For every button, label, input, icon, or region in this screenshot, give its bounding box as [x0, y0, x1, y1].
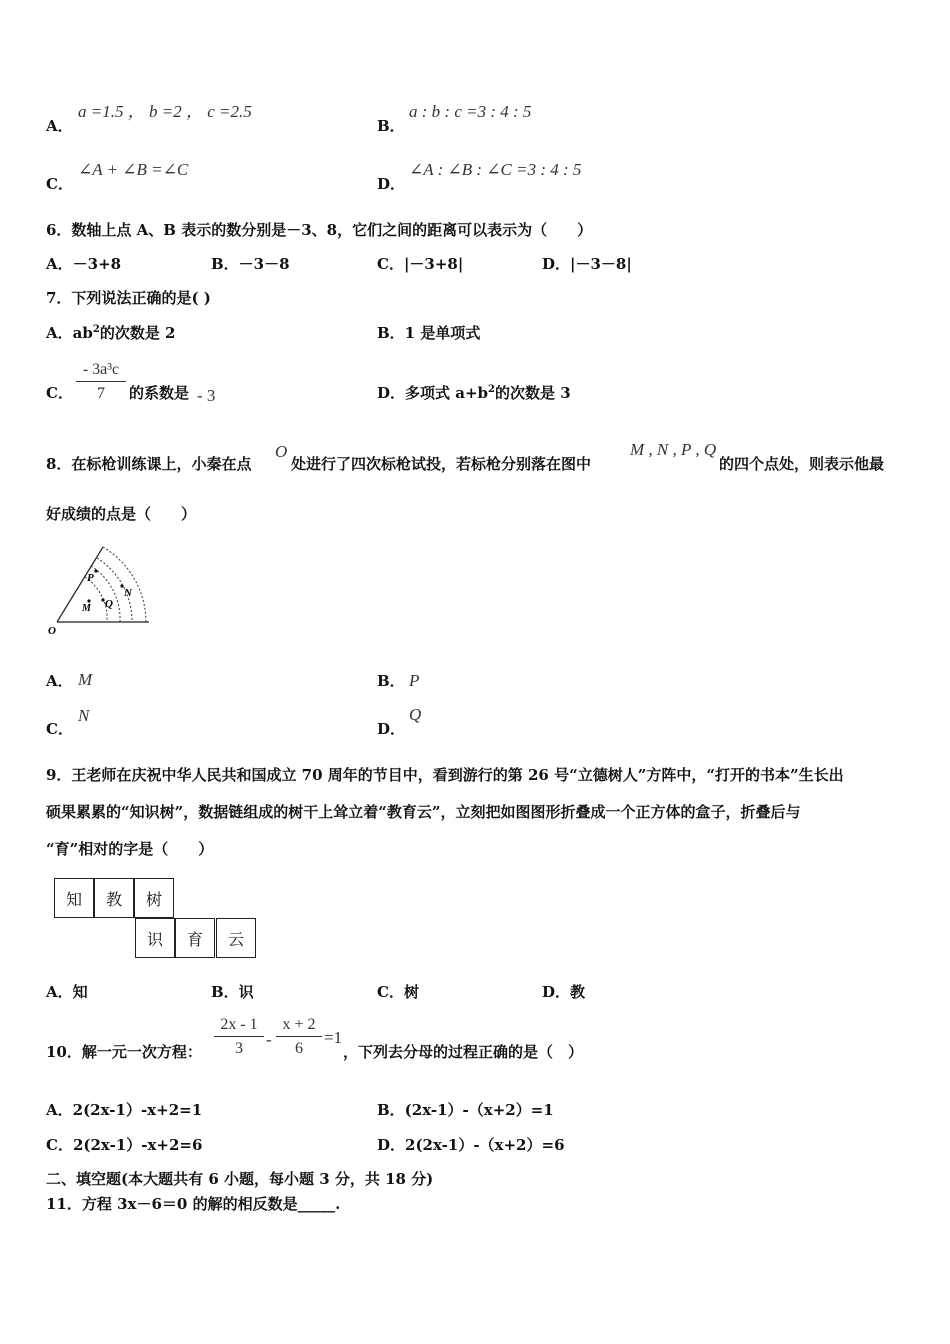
q9-stem-line3: “育”相对的字是（ ） [46, 840, 214, 858]
q8-figure-label-n: N [124, 587, 132, 599]
q6-option-d: D．|－3－8| [542, 255, 632, 273]
q10-fraction-2: $\frac{x + 2}{6}$ [276, 1016, 322, 1058]
section-2-title: 二、填空题(本大题共有 6 小题，每小题 3 分，共 18 分) [46, 1170, 434, 1188]
q8-stem-line2: 好成绩的点是（ ） [46, 505, 197, 523]
q5-option-b-math: a : b : c =3 : 4 : 5 [409, 102, 532, 121]
q9-option-b: B．识 [211, 983, 254, 1001]
q8-figure-label-o: O [48, 625, 56, 637]
q8-figure-label-m: M [82, 603, 91, 614]
q10-stem-pre: 10．解一元一次方程： [46, 1043, 202, 1061]
net-cell: 树 [134, 878, 174, 918]
q5-option-a-label: A． [46, 117, 73, 135]
q10-fraction-1: $\frac{2x - 1}{3}$ [214, 1016, 264, 1058]
q8-option-c-value: N [78, 706, 90, 725]
q5-option-c-math: ∠A + ∠B =∠C [78, 160, 189, 179]
q8-point-o: O [275, 442, 288, 461]
q7-option-c-fraction: $\frac{\text{- 3a³c}}{7}$ [76, 361, 126, 403]
net-cell: 知 [54, 878, 94, 918]
q5-option-b-label: B． [377, 117, 405, 135]
q7-option-c-label: C． [46, 384, 73, 402]
q7-option-c-text: 的系数是 [129, 384, 190, 402]
q7-stem: 7．下列说法正确的是( ) [46, 289, 211, 307]
net-cell: 云 [216, 918, 256, 958]
q8-option-a-label: A． [46, 672, 73, 690]
q10-option-c: C．2(2x-1）-x+2=6 [46, 1136, 203, 1154]
q8-option-c-label: C． [46, 720, 73, 738]
q7-option-a: A．$ab^2$的次数是 2 [46, 324, 176, 342]
q9-option-a: A．知 [46, 983, 88, 1001]
q5-option-d-math: ∠A : ∠B : ∠C =3 : 4 : 5 [409, 160, 582, 179]
q8-points: M , N , P , Q [630, 440, 717, 459]
q11-stem: 11．方程 3x－6＝0 的解的相反数是_____. [46, 1195, 341, 1213]
q9-stem-line1: 9．王老师在庆祝中华人民共和国成立 70 周年的节目中，看到游行的第 26 号“立德树人”方阵中，“打开的书本”生长出 [46, 766, 844, 784]
q6-option-a: A．－3+8 [46, 255, 122, 273]
q5-option-a-math: a =1.5 ， b =2 ， c =2.5 [78, 102, 252, 121]
q7-option-b: B．1 是单项式 [377, 324, 481, 342]
q8-option-d-value: Q [409, 705, 422, 724]
net-cell: 育 [175, 918, 215, 958]
q8-stem-part1: 8．在标枪训练课上，小秦在点 [46, 455, 252, 473]
q8-stem-part3: 的四个点处，则表示他最 [719, 455, 885, 473]
net-cell: 教 [94, 878, 134, 918]
q6-option-b: B．－3－8 [211, 255, 290, 273]
q5-option-d-label: D． [377, 175, 406, 193]
q6-option-c: C．|－3+8| [377, 255, 464, 273]
q10-option-a: A．2(2x-1）-x+2=1 [46, 1101, 203, 1119]
net-cell: 识 [135, 918, 175, 958]
q8-option-b-value: P [409, 671, 420, 690]
q8-option-d-label: D． [377, 720, 406, 738]
q8-javelin-figure [45, 540, 155, 640]
q7-option-c-value: - 3 [197, 386, 216, 405]
q10-minus: - [266, 1030, 272, 1049]
q8-figure-label-q: Q [105, 598, 113, 610]
q10-stem-post: ，下列去分母的过程正确的是（ ） [343, 1043, 584, 1061]
q10-option-d: D．2(2x-1）-（x+2）=6 [377, 1136, 565, 1154]
q9-option-d: D．教 [542, 983, 586, 1001]
q10-equals: =1 [324, 1028, 343, 1047]
q8-option-b-label: B． [377, 672, 405, 690]
q5-option-c-label: C． [46, 175, 73, 193]
q10-option-b: B．(2x-1）-（x+2）=1 [377, 1101, 554, 1119]
q9-option-c: C．树 [377, 983, 419, 1001]
q6-stem: 6．数轴上点 A、B 表示的数分别是－3、8，它们之间的距离可以表示为（ ） [46, 221, 593, 239]
q7-option-d: D．多项式 $a+b^2$的次数是 3 [377, 384, 571, 402]
q8-stem-part2: 处进行了四次标枪试投，若标枪分别落在图中 [291, 455, 592, 473]
q9-stem-line2: 硕果累累的“知识树”，数据链组成的树干上耸立着“教育云”，立刻把如图图形折叠成一个正方体的盒子，折叠后与 [46, 803, 801, 821]
q8-figure-label-p: P [87, 572, 94, 584]
q8-option-a-value: M [78, 670, 93, 689]
